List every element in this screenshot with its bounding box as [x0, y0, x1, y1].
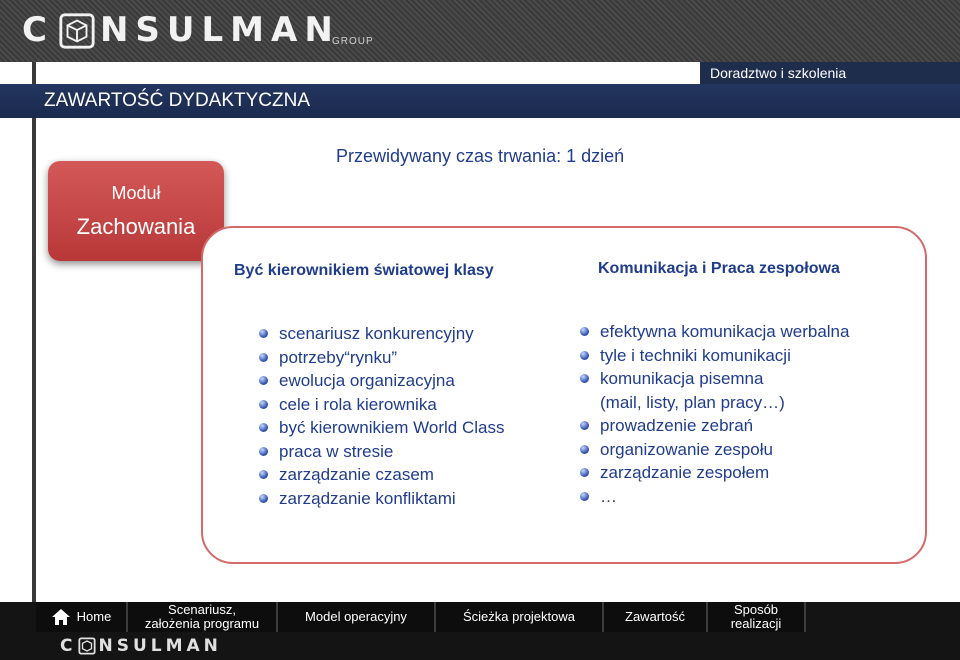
list-item	[580, 438, 849, 462]
module-name: Zachowania	[76, 214, 196, 239]
right-topic-list	[580, 320, 849, 508]
list-item-label: …	[600, 486, 617, 506]
bullet-icon	[580, 468, 589, 477]
left-topic-list	[259, 322, 504, 510]
bullet-icon	[259, 400, 268, 409]
list-item-label: (mail, listy, plan pracy…)	[600, 392, 785, 412]
list-item-label: ewolucja organizacyjna	[279, 371, 455, 390]
list-item-label: zarządzanie czasem	[279, 465, 434, 484]
consulman-logo[interactable]	[22, 10, 340, 50]
list-item	[580, 414, 849, 438]
bullet-icon	[259, 494, 268, 503]
logo-wordmark: NSULMAN	[99, 10, 340, 50]
cube-icon	[58, 12, 96, 50]
module-label: Moduł	[111, 183, 161, 203]
bullet-icon	[259, 329, 268, 338]
list-item	[259, 440, 504, 464]
bullet-icon	[580, 351, 589, 360]
bullet-icon	[259, 470, 268, 479]
list-item	[580, 344, 849, 368]
nav-delivery-method[interactable]: Sposób realizacji	[708, 602, 806, 632]
footer-nav	[36, 602, 806, 632]
bullet-icon	[580, 421, 589, 430]
logo-group-text: GROUP	[332, 36, 374, 47]
list-item	[259, 322, 504, 346]
list-item-label: potrzeby“rynku”	[279, 347, 398, 367]
bullet-icon	[580, 445, 589, 454]
bullet-icon	[259, 376, 268, 385]
bullet-icon	[259, 423, 268, 432]
list-item	[580, 461, 849, 485]
list-item-label: komunikacja pisemna	[600, 369, 764, 388]
list-item	[580, 367, 849, 391]
home-icon	[51, 608, 71, 626]
list-item-label: zarządzanie konfliktami	[279, 488, 456, 508]
right-column-title: Komunikacja i Praca zespołowa	[598, 260, 840, 277]
list-item-label: tyle i techniki komunikacji	[600, 345, 791, 365]
nav-home-label: Home	[76, 609, 112, 624]
list-item	[259, 487, 504, 511]
list-item	[580, 391, 849, 415]
logo-letter-c: C	[22, 10, 54, 50]
list-item-label: prowadzenie zebrań	[600, 416, 754, 435]
bullet-icon	[580, 492, 589, 501]
left-column-title: Być kierownikiem światowej klasy	[234, 262, 494, 279]
cube-icon	[78, 637, 96, 655]
duration-text: Przewidywany czas trwania: 1 dzień	[336, 146, 625, 166]
list-item	[580, 320, 849, 344]
footer-logo-wordmark: NSULMAN	[98, 636, 222, 656]
module-badge	[48, 161, 224, 261]
bullet-icon	[580, 374, 589, 383]
bullet-icon	[259, 353, 268, 362]
list-item-label: efektywna komunikacja werbalna	[600, 322, 850, 341]
bullet-icon	[580, 327, 589, 336]
left-divider	[32, 62, 36, 602]
list-item-label: organizowanie zespołu	[600, 439, 773, 459]
nav-content[interactable]: Zawartość	[604, 602, 708, 632]
list-item-label: cele i rola kierownika	[279, 394, 437, 414]
footer-logo-letter-c: C	[60, 636, 77, 656]
list-item	[259, 346, 504, 370]
list-item	[259, 416, 504, 440]
list-item-label: scenariusz konkurencyjny	[279, 324, 474, 343]
footer-logo	[60, 636, 222, 656]
list-item	[259, 369, 504, 393]
nav-scenario[interactable]: Scenariusz, założenia programu	[128, 602, 278, 632]
list-item	[580, 485, 849, 509]
list-item-label: być kierownikiem World Class	[279, 418, 505, 437]
page-title: ZAWARTOŚĆ DYDAKTYCZNA	[44, 90, 311, 111]
nav-project-path[interactable]: Ścieżka projektowa	[436, 602, 604, 632]
nav-home[interactable]	[36, 602, 128, 632]
list-item-label: zarządzanie zespołem	[600, 463, 770, 482]
list-item-label: praca w stresie	[279, 441, 394, 461]
bullet-icon	[259, 447, 268, 456]
nav-operating-model[interactable]: Model operacyjny	[278, 602, 436, 632]
tagline: Doradztwo i szkolenia	[710, 65, 847, 81]
list-item	[259, 463, 504, 487]
list-item	[259, 393, 504, 417]
